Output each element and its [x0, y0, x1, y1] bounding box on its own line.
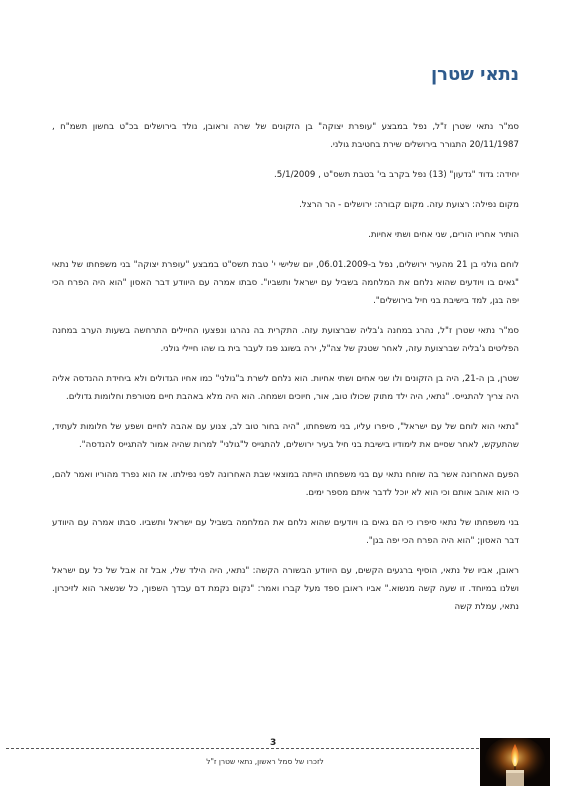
- paragraph: סמ"ר נתאי שטרן ז"ל, נפל במבצע "עופרת יצוקה" בן הזקונים של שרה וראובן, נולד בירושלים בכ"ט בחשון תשמ"ח , 20/11/1987 התגורר בירושלים שירת בחטיבת גולני.: [52, 122, 519, 150]
- paragraph: יחידה: גדוד "גדעון" (13) נפל בקרב בי' בטבת תשס"ט , 5/1/2009.: [274, 170, 519, 180]
- paragraph: לוחם גולני בן 21 מהעיר ירושלים, נפל ב-06.01.2009, יום שלישי י' טבת תשס"ט במבצע "עופרת יצוקה" בני משפחתו של נתאי "גאים בו ויודעים שהוא נלחם את המלחמה בשביל עם ישראל ותשביו". סבתו אמרה עם היוודע דבר האסון "הוא היה הפרח הכי יפה בגן, למד בישיבת בני חיל בירושלים".: [52, 260, 519, 306]
- paragraph: בני משפחתו של נתאי סיפרו כי הם גאים בו ויודעים שהוא נלחם את המלחמה בשביל עם ישראל ותשביו. סבתו אמרה עם היוודע דבר האסון; "הוא היה הפרח הכי יפה בגן".: [52, 518, 519, 546]
- document-body: [52, 118, 519, 628]
- paragraph: הותיר אחריו הורים, שני אחים ושתי אחיות.: [368, 230, 519, 240]
- paragraph: מקום נפילה: רצועת עזה. מקום קבורה: ירושלים - הר הרצל.: [299, 200, 519, 210]
- paragraph: הפעם האחרונה אשר בה שוחח נתאי עם בני משפחתו הייתה במוצאי שבת האחרונה לפני נפילתו. אז הוא נפרד מהוריו ואמר להם, כי הוא אוהב אותם וכי הוא לא יוכל לדבר איתם מספר ימים.: [52, 470, 519, 498]
- paragraph: "נתאי הוא לוחם של עם ישראל", סיפרו עליו, בני משפחתו, "היה בחור טוב לב, צנוע עם אהבה לחיים ושפע של חלומות לעתיד, שהתעקש, לאחר שסיים את לימודיו בישיבת בני חיל בעיר ירושלים, להתגייס ל"גולני" למרות שהיה אמור להתגייס להנדסה".: [52, 422, 519, 450]
- paragraph: ראובן, אביו של נתאי, הוסיף ברגעים הקשים, עם היוודע הבשורה הקשה: "נתאי, היה הילד שלי, אבל זה אבל של כל עם ישראל ושלנו במיוחד. זו שעה קשה מנשוא." אביו ראובן ספד מעל קברו ואמר: "נקום נקמת דם עבדך השפוך, כל שנשאר הוא לזיכרון. נתאי, עמלת קשה: [52, 566, 519, 612]
- page-title: נתאי שטרן: [430, 64, 519, 85]
- footer-divider: [6, 748, 514, 749]
- page-number: 3: [270, 738, 277, 748]
- paragraph: סמ"ר נתאי שטרן ז"ל, נהרג במחנה ג'בליה שברצועת עזה. התקרית בה נהרגו ונפצעו החיילים התרחשה בשעות הערב במחנה הפליטים ג'בליה שברצועת עזה, לאחר שטנק של צה"ל, ירה בשוגג פגז לעבר בית בו שהו חיילי גולני.: [52, 326, 519, 354]
- candle-icon: [480, 738, 550, 786]
- footer-text: לזכרו של סמל ראשון, נתאי שטרן ז"ל: [206, 757, 324, 766]
- paragraph: שטרן, בן ה-21, היה בן הזקונים ולו שני אחים ושתי אחיות. הוא נלחם לשרת ב"גולני" כמו אחיו הגדולים ולא ביחידת ההנדסה אליה היה צריך להתגייס. "נתאי, היה ילד מתוק שכולו טוב, אור, חיוכים ושמחה. הוא היה מלא באהבת חיים מטורפת וחלומות גדולים.: [52, 374, 519, 402]
